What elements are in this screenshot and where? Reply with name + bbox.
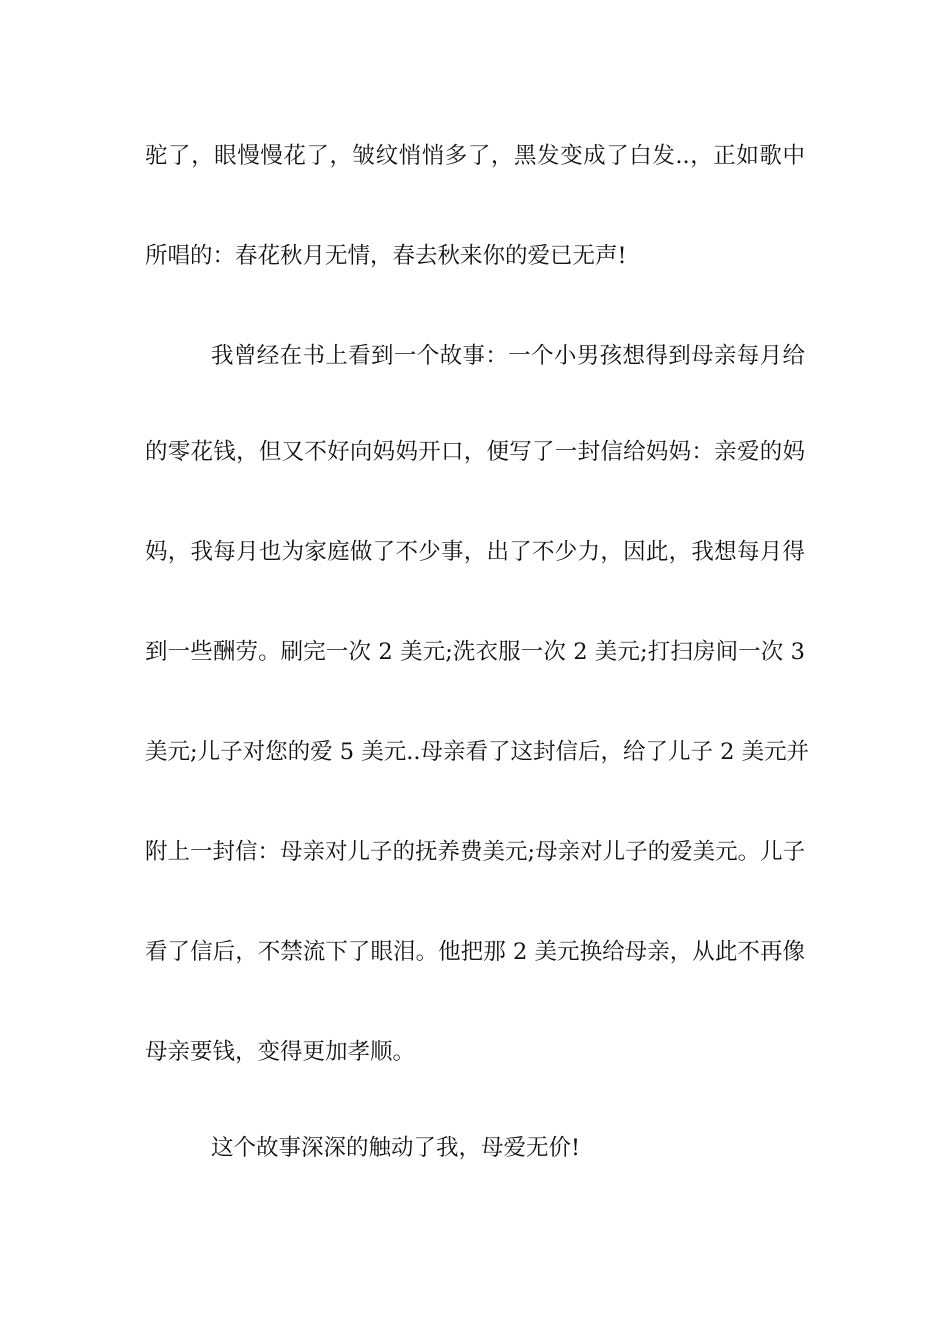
text-line-6: 到一些酬劳。刷完一次 2 美元;洗衣服一次 2 美元;打扫房间一次 3 [145, 639, 805, 665]
text-line-1: 驼了，眼慢慢花了，皱纹悄悄多了，黑发变成了白发..，正如歌中 [145, 143, 805, 169]
text-line-11: 这个故事深深的触动了我，母爱无价! [211, 1135, 581, 1161]
text-line-2: 所唱的：春花秋月无情，春去秋来你的爱已无声! [145, 243, 627, 269]
text-line-3: 我曾经在书上看到一个故事：一个小男孩想得到母亲每月给 [211, 343, 805, 369]
text-line-4: 的零花钱，但又不好向妈妈开口，便写了一封信给妈妈：亲爱的妈 [145, 439, 805, 465]
text-line-10: 母亲要钱，变得更加孝顺。 [145, 1039, 416, 1065]
text-line-9: 看了信后，不禁流下了眼泪。他把那 2 美元换给母亲，从此不再像 [145, 939, 805, 965]
text-line-5: 妈，我每月也为家庭做了不少事，出了不少力，因此，我想每月得 [145, 539, 805, 565]
text-line-7: 美元;儿子对您的爱 5 美元..母亲看了这封信后，给了儿子 2 美元并 [145, 739, 810, 765]
text-line-8: 附上一封信：母亲对儿子的抚养费美元;母亲对儿子的爱美元。儿子 [145, 839, 806, 865]
